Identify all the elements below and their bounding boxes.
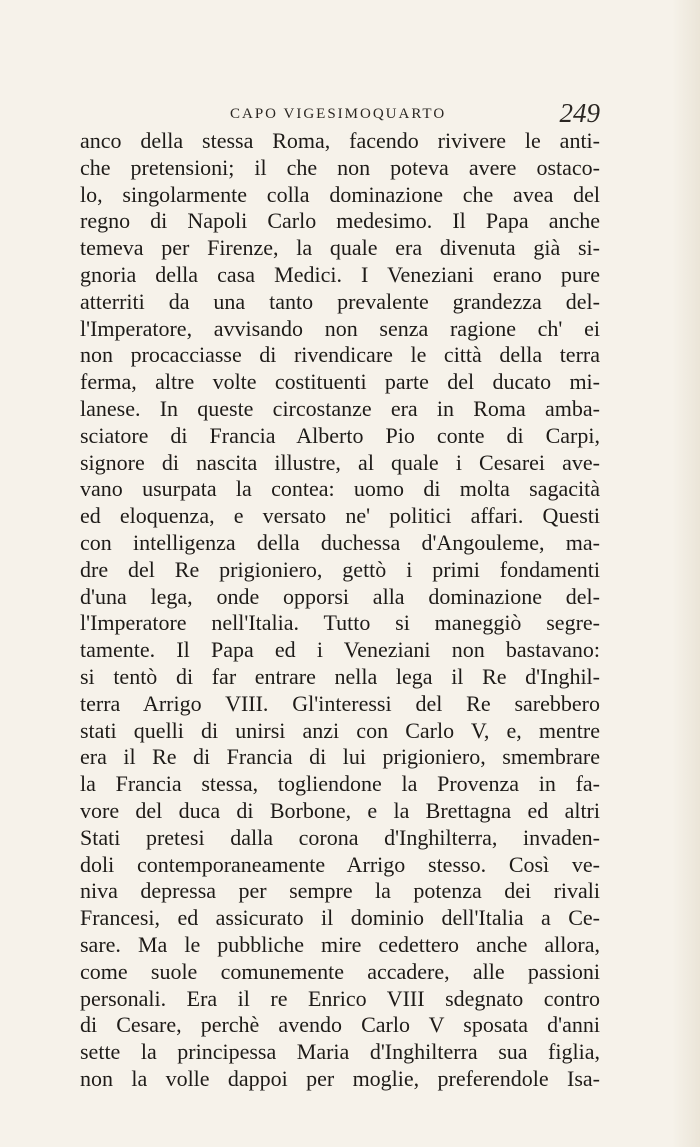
text-line: vore del duca di Borbone, e la Brettagna ed altri xyxy=(80,797,600,823)
text-line: gnoria della casa Medici. I Veneziani erano pure xyxy=(80,261,600,287)
text-line: doli contemporaneamente Arrigo stesso. Così ve- xyxy=(80,851,600,877)
text-line: sciatore di Francia Alberto Pio conte di Carpi, xyxy=(80,422,600,448)
text-line: temeva per Firenze, la quale era divenuta già si- xyxy=(80,235,600,261)
text-line: Stati pretesi dalla corona d'Inghilterra, invaden- xyxy=(80,824,600,850)
text-line: sare. Ma le pubbliche mire cedettero anche allora, xyxy=(80,931,600,957)
text-line: regno di Napoli Carlo medesimo. Il Papa anche xyxy=(80,208,600,234)
text-line: tamente. Il Papa ed i Veneziani non bastavano: xyxy=(80,637,600,663)
text-line: atterriti da una tanto prevalente grandezza del- xyxy=(80,288,600,314)
page-header xyxy=(80,100,600,130)
text-line: l'Imperatore, avvisando non senza ragione ch' ei xyxy=(80,315,600,341)
text-line: come suole comunemente accadere, alle passioni xyxy=(80,958,600,984)
text-line: dre del Re prigioniero, gettò i primi fondamenti xyxy=(80,556,600,582)
text-line: lo, singolarmente colla dominazione che avea del xyxy=(80,181,600,207)
text-line: d'una lega, onde opporsi alla dominazione del- xyxy=(80,583,600,609)
text-line: che pretensioni; il che non poteva avere ostaco- xyxy=(80,154,600,180)
page-number: 249 xyxy=(559,98,600,128)
text-line: vano usurpata la contea: uomo di molta sagacità xyxy=(80,476,600,502)
text-line: sette la principessa Maria d'Inghilterra sua figlia, xyxy=(80,1039,600,1065)
text-line: con intelligenza della duchessa d'Angouleme, ma- xyxy=(80,529,600,555)
text-line: Francesi, ed assicurato il dominio dell'Italia a Ce- xyxy=(80,905,600,931)
text-line: non procacciasse di rivendicare le città della terra xyxy=(80,342,600,368)
text-line: personali. Era il re Enrico VIII sdegnato contro xyxy=(80,985,600,1011)
text-line: non la volle dappoi per moglie, preferendole Isa- xyxy=(80,1065,600,1091)
text-line: era il Re di Francia di lui prigioniero, smembrare xyxy=(80,744,600,770)
page-edge-shadow xyxy=(672,0,700,1147)
text-line: signore di nascita illustre, al quale i Cesarei ave- xyxy=(80,449,600,475)
text-line: si tentò di far entrare nella lega il Re d'Inghil- xyxy=(80,663,600,689)
text-line: la Francia stessa, togliendone la Provenza in fa- xyxy=(80,771,600,797)
text-line: terra Arrigo VIII. Gl'interessi del Re sarebbero xyxy=(80,690,600,716)
text-line: di Cesare, perchè avendo Carlo V sposata d'anni xyxy=(80,1012,600,1038)
body-text xyxy=(80,128,600,1093)
text-line: anco della stessa Roma, facendo rivivere le anti- xyxy=(80,128,600,153)
text-line: lanese. In queste circostanze era in Roma amba- xyxy=(80,395,600,421)
text-line: ferma, altre volte costituenti parte del ducato mi- xyxy=(80,369,600,395)
running-title: CAPO VIGESIMOQUARTO xyxy=(230,106,447,122)
text-line: stati quelli di unirsi anzi con Carlo V, e, mentre xyxy=(80,717,600,743)
text-line: ed eloquenza, e versato ne' politici affari. Questi xyxy=(80,503,600,529)
text-line: l'Imperatore nell'Italia. Tutto si maneggiò segre- xyxy=(80,610,600,636)
text-line: niva depressa per sempre la potenza dei rivali xyxy=(80,878,600,904)
